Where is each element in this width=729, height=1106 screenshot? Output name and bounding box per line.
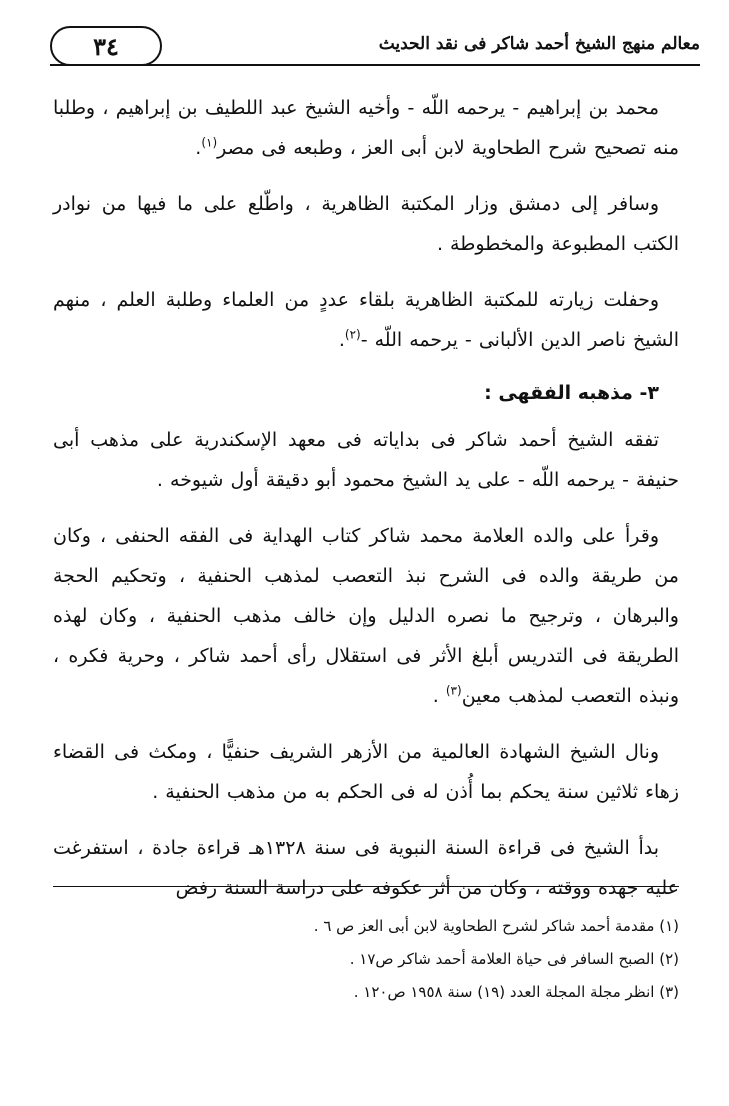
main-text [53, 88, 679, 924]
running-title: معالم منهج الشيخ أحمد شاكر فى نقد الحديث [378, 34, 700, 54]
footnote-3: (٣) انظر مجلة المجلة العدد (١٩) سنة ١٩٥٨ ص١٢٠ . [353, 983, 679, 1001]
footnote-separator [53, 886, 679, 887]
paragraph: وحفلت زيارته للمكتبة الظاهرية بلقاء عددٍ من العلماء وطلبة العلم ، منهم الشيخ ناصر الدين الألبانى - يرحمه اللّه -$^{(٢)}$. [53, 289, 679, 351]
paragraph: تفقه الشيخ أحمد شاكر فى بداياته فى معهد الإسكندرية على مذهب أبى حنيفة - يرحمه اللّه - على يد الشيخ محمود أبو دقيقة أول شيوخه . [53, 429, 679, 491]
footnotes [53, 910, 679, 1009]
paragraph: وسافر إلى دمشق وزار المكتبة الظاهرية ، واطّلع على ما فيها من نوادر الكتب المطبوعة والمخطوطة . [53, 193, 679, 255]
page-number: ٣٤ [50, 26, 162, 66]
footnote-1: (١) مقدمة أحمد شاكر لشرح الطحاوية لابن أبى العز ص ٦ . [313, 917, 679, 935]
paragraph: ونال الشيخ الشهادة العالمية من الأزهر الشريف حنفيًّا ، ومكث فى القضاء زهاء ثلاثين سنة يحكم بما أُذن له فى الحكم به من مذهب الحنفية . [53, 741, 679, 803]
footnote-ref[interactable]: (٢) [344, 327, 361, 342]
paragraph: محمد بن إبراهيم - يرحمه اللّه - وأخيه الشيخ عبد اللطيف بن إبراهيم ، وطلبا منه تصحيح شرح الطحاوية لابن أبى العز ، وطبعه فى مصر$^{(١)}$. [53, 97, 679, 159]
paragraph: بدأ الشيخ فى قراءة السنة النبوية فى سنة ١٣٢٨هـ قراءة جادة ، استفرغت عليه جهده ووقته ، وكان من أثر عكوفه على دراسة السنة رفض [53, 837, 679, 899]
footnote-ref[interactable]: (٣) [445, 683, 462, 698]
paragraph: وقرأ على والده العلامة محمد شاكر كتاب الهداية فى الفقه الحنفى ، وكان من طريقة والده فى الشرح نبذ التعصب لمذهب الحنفية ، وتحكيم الحجة والبرهان ، وترجيح ما نصره الدليل وإن خالف مذهب الحنفية ، وكان لهذه الطريقة فى التدريس أبلغ الأثر فى استقلال رأى أحمد شاكر ، وحرية فكره ، ونبذه التعصب لمذهب معين$^{(٣)}$ . [53, 525, 679, 707]
page-header [50, 26, 700, 70]
section-heading: ٣- مذهبه الفقهى : [484, 382, 659, 404]
footnote-ref[interactable]: (١) [201, 135, 218, 150]
footnote-2: (٢) الصبح السافر فى حياة العلامة أحمد شاكر ص١٧ . [349, 950, 679, 968]
header-rule [50, 64, 700, 66]
